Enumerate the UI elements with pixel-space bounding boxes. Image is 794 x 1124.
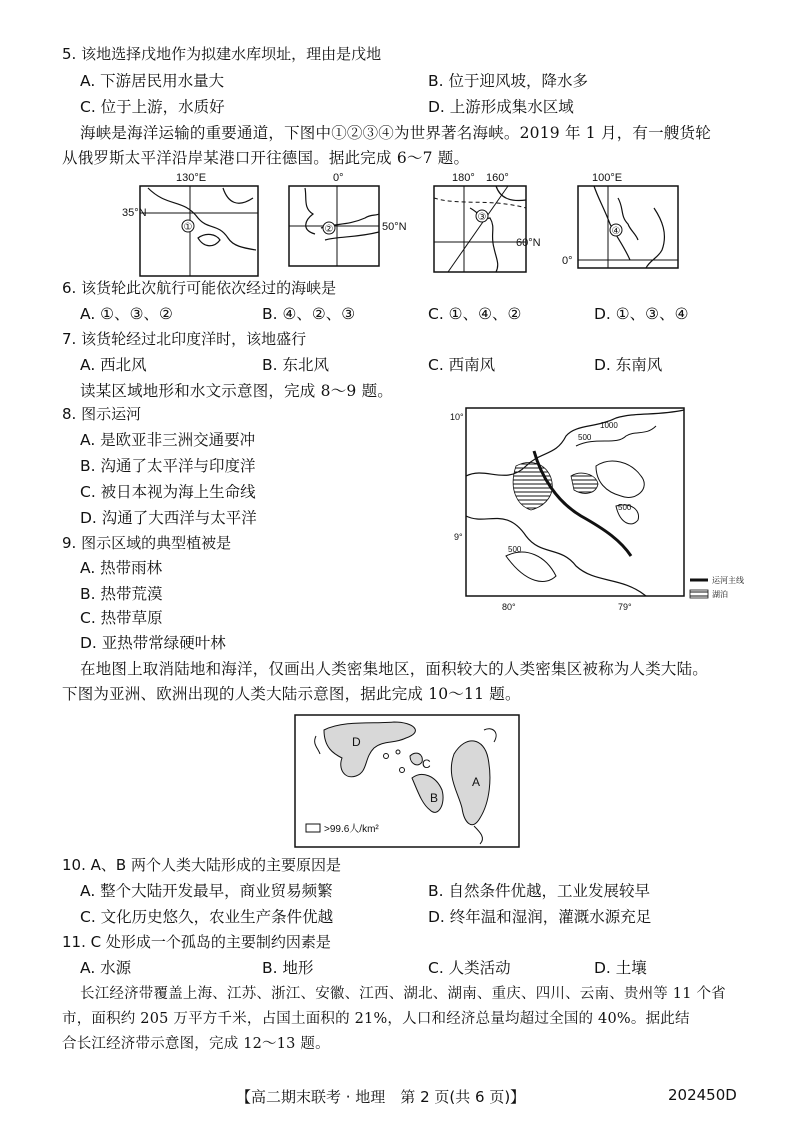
q5-option-b: B. 位于迎风坡，降水多 — [428, 72, 588, 90]
q10-option-b: B. 自然条件优越，工业发展较早 — [428, 882, 650, 900]
canal-lon-right: 79° — [618, 602, 632, 612]
q5-stem: 5. 该地选择戊地作为拟建水库坝址，理由是戊地 — [62, 45, 382, 63]
q8-option-d: D. 沟通了大西洋与太平洋 — [80, 509, 257, 527]
q5-option-d: D. 上游形成集水区域 — [428, 98, 574, 116]
page-footer-code: 202450D — [668, 1086, 737, 1104]
strait-3-lat: 60°N — [516, 237, 541, 249]
strait-map-1 — [122, 168, 268, 280]
human-map-label-b: B — [430, 791, 439, 805]
strait-1-lon: 130°E — [176, 172, 207, 184]
q6-stem: 6. 该货轮此次航行可能依次经过的海峡是 — [62, 279, 337, 297]
intro-12-13-line1: 长江经济带覆盖上海、江苏、浙江、安徽、江西、湖北、湖南、重庆、四川、云南、贵州等 11 个省 — [80, 986, 726, 1002]
strait-2-lat: 50°N — [382, 221, 407, 233]
q9-option-c: C. 热带草原 — [80, 609, 163, 627]
human-continent-map — [294, 714, 520, 848]
strait-4-lon: 100°E — [592, 172, 623, 184]
q9-option-d: D. 亚热带常绿硬叶林 — [80, 634, 226, 652]
strait-2-number: ② — [324, 224, 334, 235]
q11-option-a: A. 水源 — [80, 959, 132, 977]
q6-option-b: B. ④、②、③ — [262, 305, 356, 323]
q7-option-d: D. 东南风 — [594, 356, 663, 374]
q10-option-a: A. 整个大陆开发最早，商业贸易频繁 — [80, 882, 333, 900]
q8-option-b: B. 沟通了太平洋与印度洋 — [80, 457, 256, 475]
strait-4-lat: 0° — [562, 255, 573, 267]
canal-lat-mid: 9° — [454, 532, 463, 542]
intro-10-11-line1: 在地图上取消陆地和海洋，仅画出人类密集地区，面积较大的人类密集区被称为人类大陆。 — [80, 660, 709, 678]
q7-option-a: A. 西北风 — [80, 356, 147, 374]
strait-map-2 — [285, 168, 415, 280]
strait-3-number: ③ — [477, 212, 487, 223]
q5-option-a: A. 下游居民用水量大 — [80, 72, 225, 90]
human-map-label-a: A — [472, 775, 481, 789]
intro-12-13-line3: 合长江经济带示意图，完成 12～13 题。 — [62, 1036, 330, 1052]
strait-3-lon-b: 160° — [486, 172, 509, 184]
q7-stem: 7. 该货轮经过北印度洋时，该地盛行 — [62, 330, 307, 348]
q6-option-a: A. ①、③、② — [80, 305, 173, 323]
strait-3-lon-a: 180° — [452, 172, 475, 184]
strait-2-lon: 0° — [333, 172, 344, 184]
strait-1-lat: 35°N — [122, 207, 147, 219]
q11-stem: 11. C 处形成一个孤岛的主要制约因素是 — [62, 933, 331, 951]
canal-contour-b: 1000 — [600, 421, 618, 430]
q8-option-a: A. 是欧亚非三洲交通要冲 — [80, 431, 256, 449]
intro-12-13-line2: 市，面积约 205 万平方千米，占国土面积的 21%，人口和经济总量均超过全国的 40%。据此结 — [62, 1011, 690, 1027]
canal-lat-top: 10° — [450, 412, 464, 422]
intro-6-7-line2: 从俄罗斯太平洋沿岸某港口开往德国。据此完成 6～7 题。 — [62, 149, 470, 167]
intro-8-9: 读某区域地形和水文示意图，完成 8～9 题。 — [80, 382, 393, 400]
q10-option-d: D. 终年温和湿润，灌溉水源充足 — [428, 908, 652, 926]
page-footer-title: 【高二期末联考 · 地理 第 2 页(共 6 页)】 — [236, 1088, 526, 1106]
canal-map — [446, 406, 746, 616]
strait-4-number: ④ — [611, 226, 621, 237]
canal-contour-c: 500 — [618, 503, 632, 512]
canal-contour-d: 500 — [508, 545, 522, 554]
q10-option-c: C. 文化历史悠久，农业生产条件优越 — [80, 908, 334, 926]
human-map-legend: >99.6人/km² — [324, 824, 379, 835]
canal-lon-left: 80° — [502, 602, 516, 612]
q11-option-d: D. 土壤 — [594, 959, 647, 977]
q7-option-b: B. 东北风 — [262, 356, 329, 374]
q6-option-c: C. ①、④、② — [428, 305, 522, 323]
legend-lake-label: 湖泊 — [712, 590, 728, 599]
human-map-label-d: D — [352, 735, 361, 749]
q5-option-c: C. 位于上游，水质好 — [80, 98, 225, 116]
q8-option-c: C. 被日本视为海上生命线 — [80, 483, 256, 501]
strait-map-3 — [430, 168, 560, 280]
strait-1-number: ① — [183, 222, 193, 233]
strait-map-4 — [558, 168, 688, 280]
q6-option-d: D. ①、③、④ — [594, 305, 689, 323]
intro-6-7-line1: 海峡是海洋运输的重要通道，下图中①②③④为世界著名海峡。2019 年 1 月，有一艘货轮 — [80, 124, 711, 142]
q11-option-c: C. 人类活动 — [428, 959, 511, 977]
intro-10-11-line2: 下图为亚洲、欧洲出现的人类大陆示意图，据此完成 10～11 题。 — [62, 685, 521, 703]
q9-option-a: A. 热带雨林 — [80, 559, 163, 577]
q11-option-b: B. 地形 — [262, 959, 314, 977]
legend-canal-label: 运河主线 — [712, 576, 744, 585]
q9-stem: 9. 图示区域的典型植被是 — [62, 534, 232, 552]
q10-stem: 10. A、B 两个人类大陆形成的主要原因是 — [62, 856, 341, 874]
q7-option-c: C. 西南风 — [428, 356, 496, 374]
human-map-label-c: C — [422, 757, 431, 771]
canal-contour-a: 500 — [578, 433, 592, 442]
q8-stem: 8. 图示运河 — [62, 405, 142, 423]
q9-option-b: B. 热带荒漠 — [80, 585, 163, 603]
